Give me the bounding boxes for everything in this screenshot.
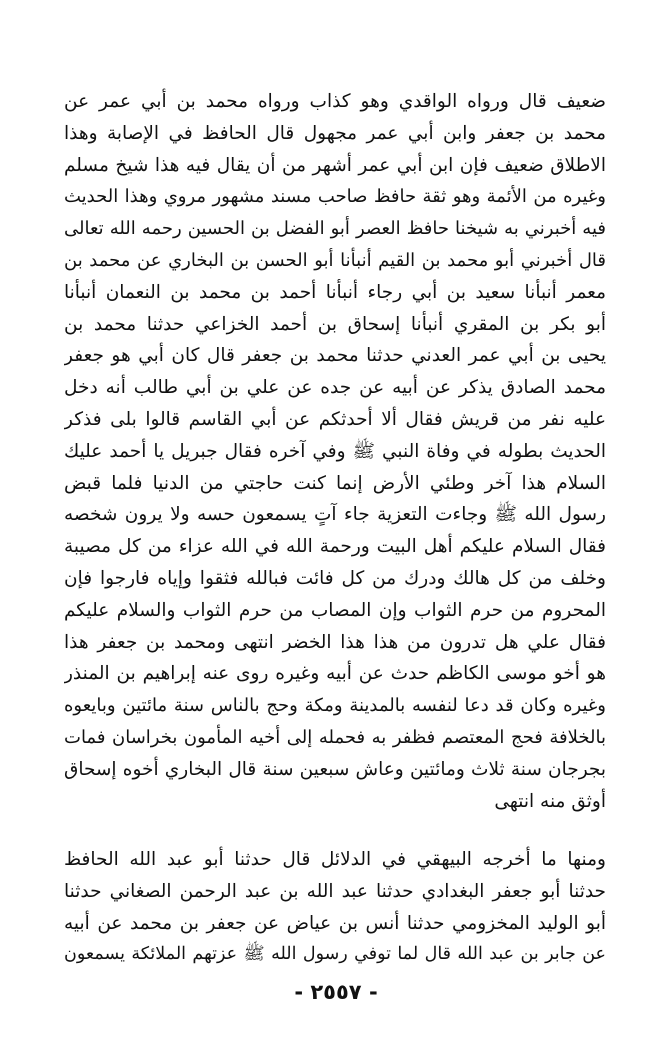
text-line: الاطلاق ضعيف فإن ابن أبي عمر أشهر من أن يقال فيه هذا شيخ مسلم (64, 154, 606, 176)
text-line: وغيره وكان قد دعا لنفسه بالمدينة ومكة وحج بالناس سنة مائتين وبايعوه (64, 695, 606, 717)
text-line: محمد الصادق يذكر عن أبيه عن جده عن علي بن أبي طالب أنه دخل (64, 377, 606, 399)
text-line: فقال السلام عليكم أهل البيت ورحمة الله في الله عزاء من كل مصيبة (64, 536, 606, 558)
text-line: بالخلافة فحج المعتصم فظفر به فحمله إلى أخيه المأمون بخراسان فمات (64, 726, 606, 748)
text-line: رسول الله ﷺ وجاءت التعزية جاء آتٍ يسمعون حسه ولا يرون شخصه (64, 504, 606, 526)
text-line: وخلف من كل هالك ودرك من كل فائت فبالله فثقوا وإياه فارجوا فإن (64, 567, 606, 589)
text-line: هو أخو موسى الكاظم حدث عن أبيه وغيره روى عنه إبراهيم بن المنذر (64, 663, 606, 685)
text-line: ضعيف قال ورواه الواقدي وهو كذاب ورواه محمد بن أبي عمر عن (64, 91, 606, 112)
text-line: عن جابر بن عبد الله قال لما توفي رسول الله ﷺ عزتهم الملائكة يسمعون (64, 944, 606, 965)
text-line: محمد بن جعفر وابن أبي عمر مجهول قال الحافظ في الإصابة وهذا (64, 122, 606, 144)
text-line: عليه نفر من قريش فقال ألا أحدثكم عن أبي القاسم قالوا بلى فذكر (64, 408, 606, 430)
text-line: السلام هذا آخر وطئي الأرض إنما كنت حاجتي من الدنيا فلما قبض (64, 472, 606, 494)
paragraph-1 (64, 86, 606, 817)
text-line: يحيى بن أبي عمر العدني حدثنا محمد بن جعفر قال كان أبي هو جعفر (64, 345, 606, 367)
text-line: الحديث بطوله في وفاة النبي ﷺ وفي آخره فقال جبريل يا أحمد عليك (64, 440, 606, 462)
text-line: حدثنا أبو جعفر البغدادي حدثنا عبد الله بن عبد الرحمن الصغاني حدثنا (64, 880, 606, 902)
text-line: المحروم من حرم الثواب وإن المصاب من حرم الثواب والسلام عليكم (64, 599, 606, 621)
text-line: أبو بكر بن المقري أنبأنا إسحاق بن أحمد الخزاعي حدثنا محمد بن (64, 313, 606, 335)
page-number: - ٢٥٥٧ - (294, 980, 378, 1004)
paragraph-2 (64, 844, 606, 971)
text-line: أبو الوليد المخزومي حدثنا أنس بن عياض عن جعفر بن محمد عن أبيه (64, 912, 606, 934)
text-line: ومنها ما أخرجه البيهقي في الدلائل قال حدثنا أبو عبد الله الحافظ (64, 849, 606, 870)
text-line: بجرجان سنة ثلاث ومائتين وعاش سبعين سنة قال البخاري أخوه إسحاق (64, 758, 606, 780)
text-line: فيه أخبرني به شيخنا حافظ العصر أبو الفضل بن الحسين رحمه الله تعالى (64, 218, 606, 240)
text-line: أوثق منه انتهى (494, 790, 606, 812)
text-line: فقال علي هل تدرون من هذا هذا الخضر انتهى ومحمد بن جعفر هذا (64, 631, 606, 653)
text-line: وغيره من الأئمة وهو ثقة حافظ صاحب مسند مشهور مروي وهذا الحديث (64, 186, 606, 208)
text-line: معمر أنبأنا سعيد بن أبي رجاء أنبأنا أحمد بن محمد بن النعمان أنبأنا (64, 281, 606, 303)
text-line: قال أخبرني أبو محمد بن القيم أنبأنا أبو الحسن بن البخاري عن محمد بن (64, 249, 606, 271)
